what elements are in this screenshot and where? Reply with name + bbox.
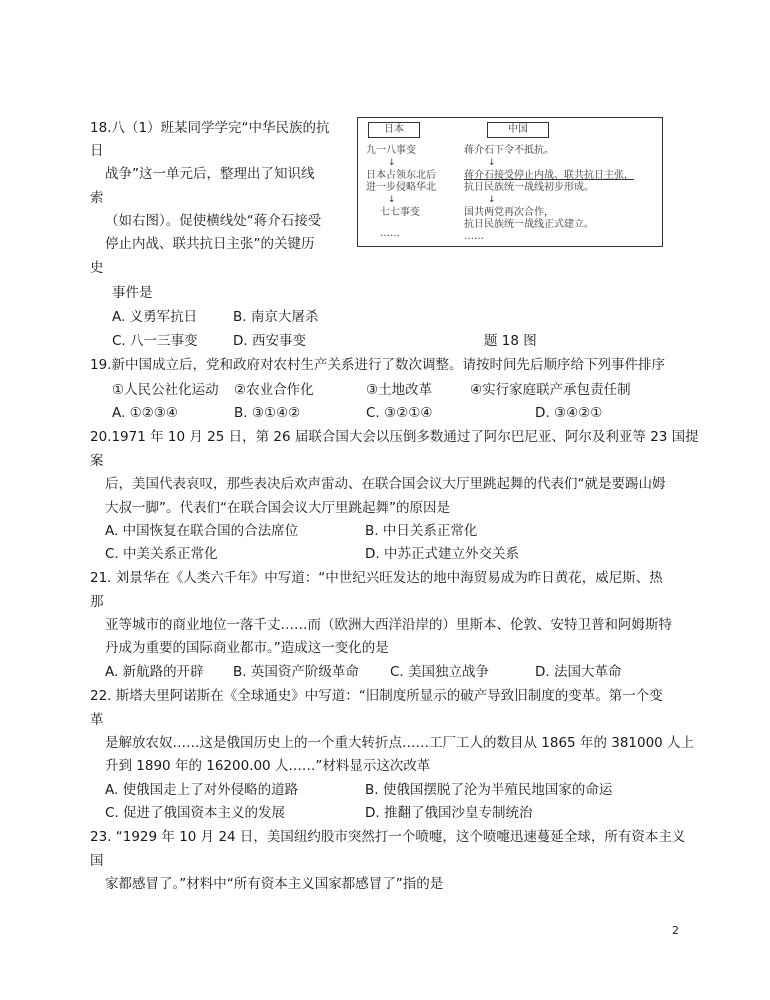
diagram-japan-event-1: 九一八事变 xyxy=(366,145,416,156)
diagram-china-header: 中国 xyxy=(487,122,549,138)
q18-line6: 停止内战、联共抗日主张”的关键历 xyxy=(105,236,315,252)
diagram-japan-event-2b: 进一步侵略华北 xyxy=(366,182,436,193)
q19-option-a: A. ①②③④ xyxy=(112,405,178,421)
q23-line3: 家都感冒了。”材料中“所有资本主义国家都感冒了”指的是 xyxy=(105,876,444,892)
q20-option-b: B. 中日关系正常化 xyxy=(365,523,478,539)
arrow-down-icon: ↓ xyxy=(488,158,496,168)
q19-event-2: ②农业合作化 xyxy=(234,382,314,398)
q21-line1: 21. 刘景华在《人类六千年》中写道：“中世纪兴旺发达的地中海贸易成为昨日黄花，威尼斯、热 xyxy=(90,570,663,586)
q21-option-c: C. 美国独立战争 xyxy=(390,664,490,680)
q22-option-b: B. 使俄国摆脱了沦为半殖民地国家的命运 xyxy=(365,782,613,798)
q19-event-1: ①人民公社化运动 xyxy=(112,382,219,398)
q18-line4: 索 xyxy=(90,190,104,206)
q19-event-4: ④实行家庭联产承包责任制 xyxy=(470,382,631,398)
q22-line4: 升到 1890 年的 16200.00 人……”材料显示这次改革 xyxy=(105,758,431,774)
knowledge-diagram xyxy=(357,117,663,247)
diagram-japan-header: 日本 xyxy=(368,122,420,138)
q18-figure-caption: 题 18 图 xyxy=(484,333,537,349)
arrow-down-icon: ↓ xyxy=(388,195,396,205)
q23-line2: 国 xyxy=(90,853,104,869)
q18-line1: 18.八（1）班某同学学完“中华民族的抗 xyxy=(90,120,330,136)
q19-stem: 19.新中国成立后，党和政府对农村生产关系进行了数次调整。请按时间先后顺序给下列事件排序 xyxy=(90,357,665,373)
arrow-down-icon: ↓ xyxy=(488,195,496,205)
q20-option-c: C. 中美关系正常化 xyxy=(105,546,218,562)
q20-line3: 后，美国代表哀叹，那些表决后欢声雷动、在联合国会议大厅里跳起舞的代表们“就是要踢山姆 xyxy=(105,476,666,492)
q18-line8: 事件是 xyxy=(112,285,153,301)
q22-option-a: A. 使俄国走上了对外侵略的道路 xyxy=(105,782,299,798)
q18-option-a: A. 义勇军抗日 xyxy=(112,309,198,325)
diagram-china-event-3: 抗日民族统一战线初步形成。 xyxy=(464,182,594,193)
q23-line1: 23. “1929 年 10 月 24 日，美国纽约股市突然打一个喷嚏，这个喷嚏迅速蔓延全球，所有资本主义 xyxy=(90,829,686,845)
diagram-china-ellipsis: …… xyxy=(464,231,484,242)
q22-option-c: C. 促进了俄国资本主义的发展 xyxy=(105,805,286,821)
q20-line4: 大叔一脚”。代表们“在联合国会议大厅里跳起舞”的原因是 xyxy=(105,500,450,516)
diagram-china-event-2-underlined: 蒋介石接受停止内战、联共抗日主张， xyxy=(464,170,634,181)
q20-line2: 案 xyxy=(90,453,104,469)
q19-option-d: D. ③④②① xyxy=(535,405,603,421)
q22-option-d: D. 推翻了俄国沙皇专制统治 xyxy=(365,805,533,821)
q22-line2: 革 xyxy=(90,712,104,728)
diagram-china-event-1: 蒋介石下令不抵抗。 xyxy=(464,145,554,156)
page-number: 2 xyxy=(672,924,679,937)
q19-event-3: ③土地改革 xyxy=(366,382,433,398)
q20-option-d: D. 中苏正式建立外交关系 xyxy=(365,546,519,562)
q18-line2: 日 xyxy=(90,143,104,159)
q21-option-b: B. 英国资产阶级革命 xyxy=(233,664,359,680)
q18-line5: （如右图）。促使横线处“蒋介石接受 xyxy=(105,213,322,229)
diagram-china-event-4: 国共两党再次合作， xyxy=(464,207,554,218)
q22-line3: 是解放农奴……这是俄国历史上的一个重大转折点……工厂工人的数目从 1865 年的 381000 人上 xyxy=(105,735,695,751)
q21-option-d: D. 法国大革命 xyxy=(535,664,622,680)
q19-option-c: C. ③②①④ xyxy=(366,405,433,421)
diagram-japan-event-2a: 日本占领东北后 xyxy=(366,170,436,181)
q18-line7: 史 xyxy=(90,260,104,276)
q21-line4: 丹成为重要的国际商业都市。”造成这一变化的是 xyxy=(105,640,389,656)
q20-option-a: A. 中国恢复在联合国的合法席位 xyxy=(105,523,299,539)
q20-line1: 20.1971 年 10 月 25 日，第 26 届联合国大会以压倒多数通过了阿尔巴尼亚、阿尔及利亚等 23 国提 xyxy=(90,429,699,445)
q18-line3: 战争”这一单元后，整理出了知识线 xyxy=(105,166,315,182)
diagram-japan-event-3: 七七事变 xyxy=(380,207,420,218)
q22-line1: 22. 斯塔夫里阿诺斯在《全球通史》中写道：“旧制度所显示的破产导致旧制度的变革。第一个变 xyxy=(90,688,663,704)
q18-option-b: B. 南京大屠杀 xyxy=(233,309,319,325)
diagram-japan-ellipsis: …… xyxy=(380,228,400,239)
q18-option-c: C. 八一三事变 xyxy=(112,333,198,349)
diagram-china-event-5: 抗日民族统一战线正式建立。 xyxy=(464,219,594,230)
q21-line3: 亚等城市的商业地位一落千丈……而（欧洲大西洋沿岸的）里斯本、伦敦、安特卫普和阿姆斯特 xyxy=(105,617,672,633)
q21-option-a: A. 新航路的开辟 xyxy=(105,664,204,680)
arrow-down-icon: ↓ xyxy=(388,158,396,168)
q19-option-b: B. ③①④② xyxy=(234,405,301,421)
q18-option-d: D. 西安事变 xyxy=(233,333,306,349)
q21-line2: 那 xyxy=(90,594,104,610)
